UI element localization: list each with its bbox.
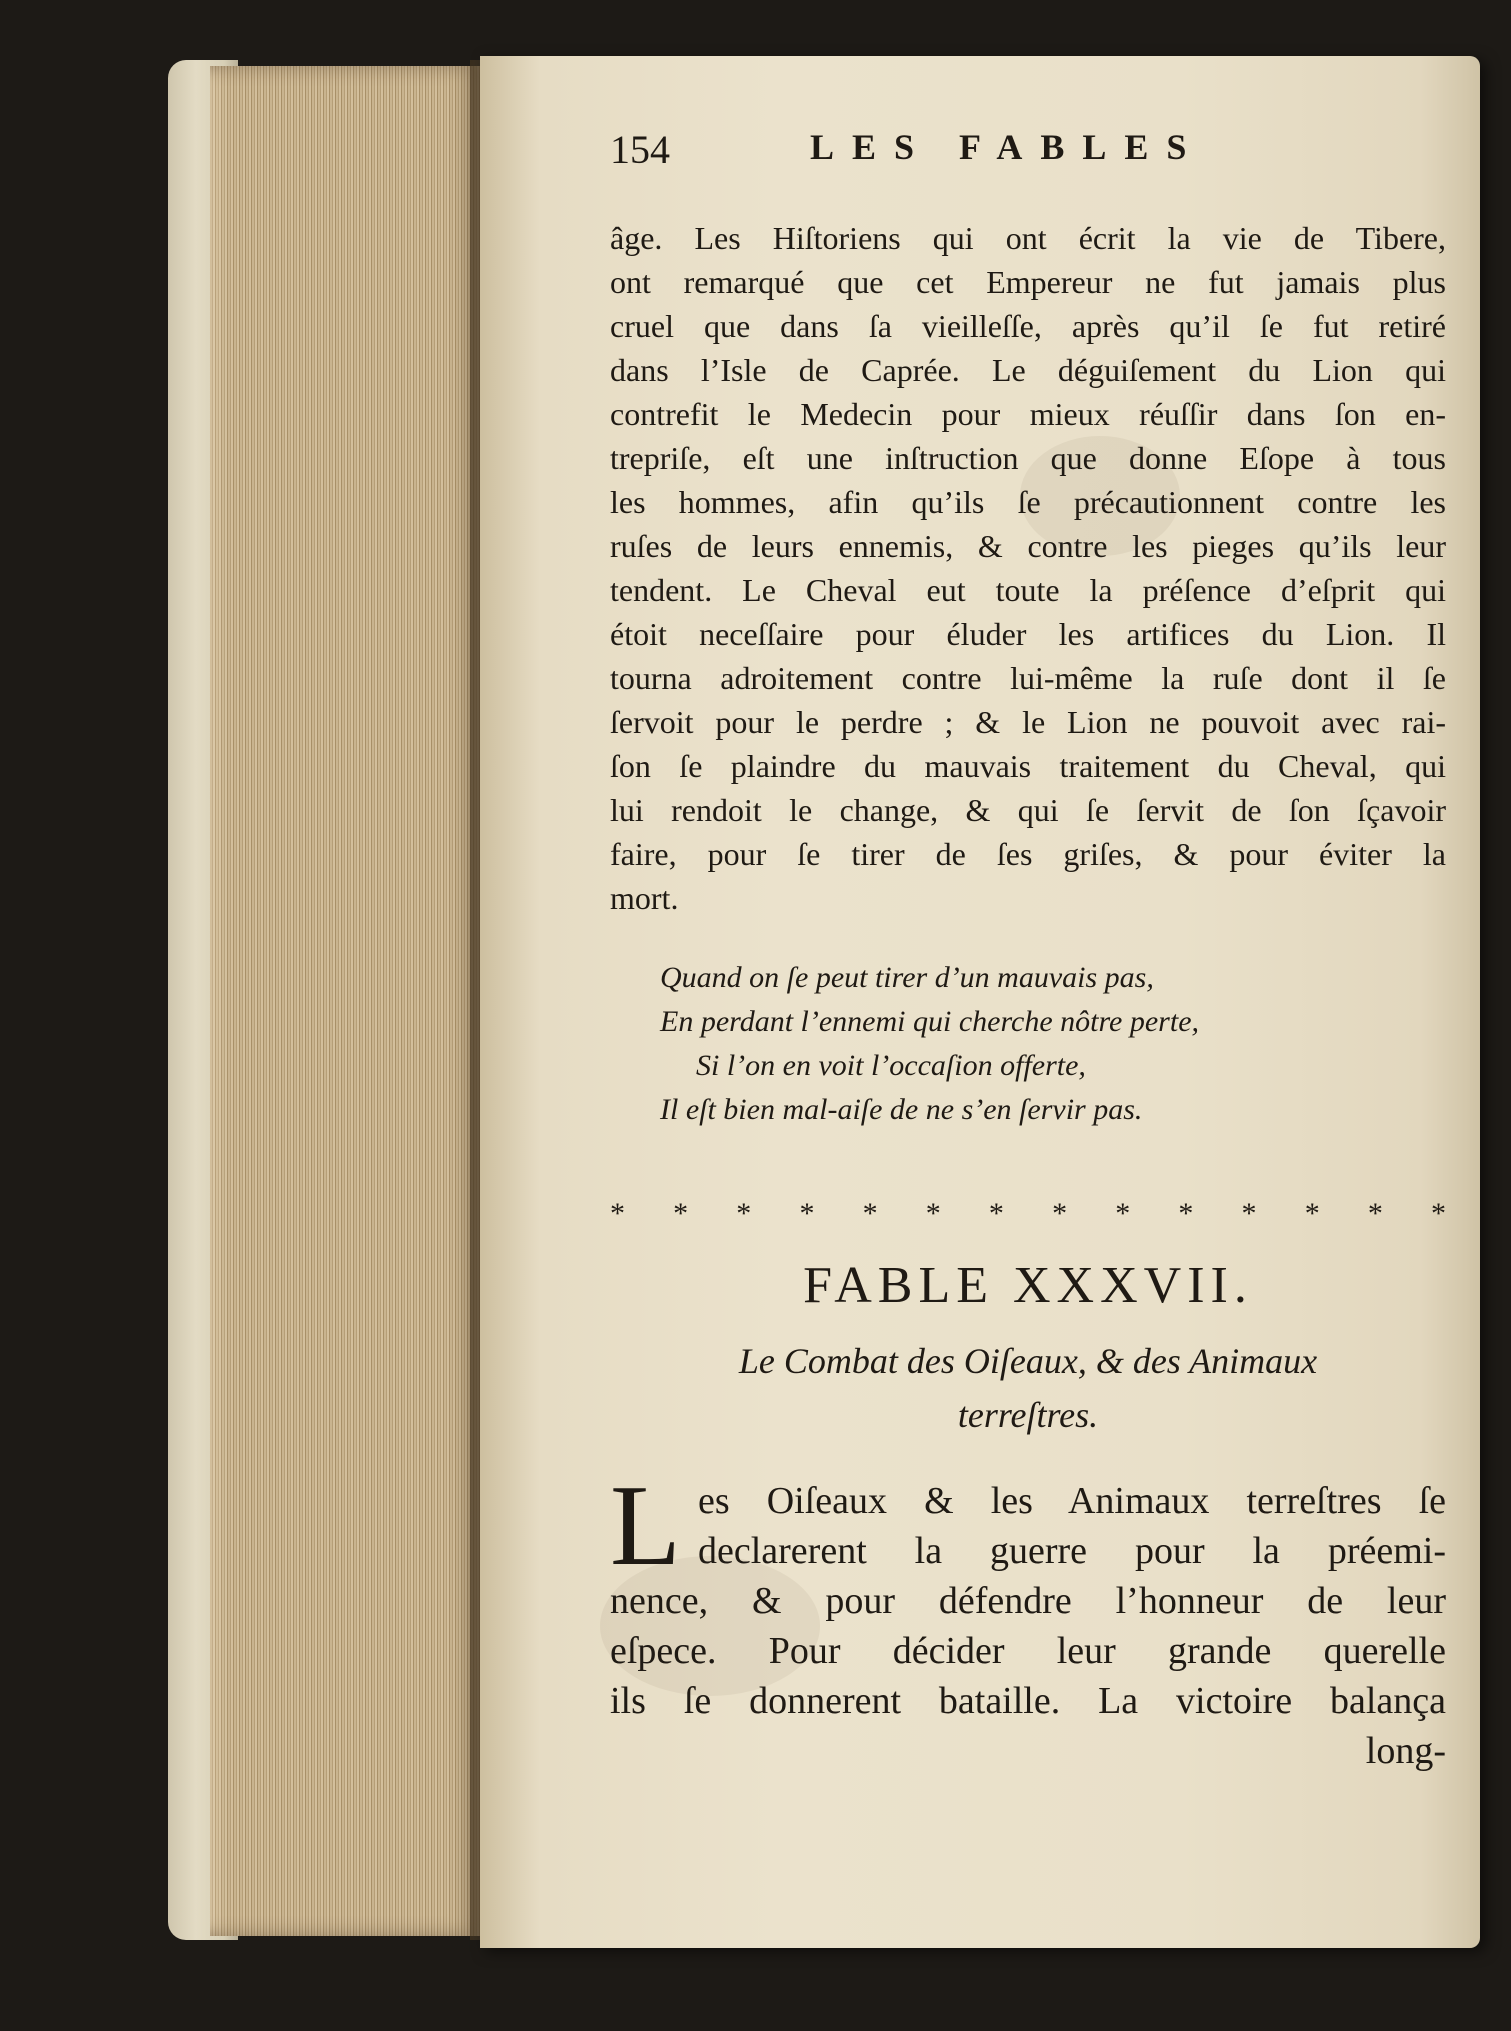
drop-cap: L <box>610 1462 681 1590</box>
text-line: trepriſe, eſt une inſtruction que donne Eſope à tous <box>610 440 1446 476</box>
page-number: 154 <box>610 127 670 172</box>
subtitle-line: terreſtres. <box>957 1395 1099 1435</box>
text-line: tourna adroitement contre lui-même la ruſe dont il ſe <box>610 660 1446 696</box>
text-line: étoit neceſſaire pour éluder les artifices du Lion. Il <box>610 616 1446 652</box>
text-line: faire, pour ſe tirer de ſes griſes, & pour éviter la <box>610 836 1446 872</box>
text-line: eſpece. Pour décider leur grande querelle <box>610 1630 1446 1672</box>
verse-line: Si l’on en voit l’occaſion offerte, <box>696 1049 1086 1082</box>
fable-body <box>610 1462 1446 1772</box>
text-line: declarerent la guerre pour la préemi- <box>698 1530 1446 1572</box>
text-line: lui rendoit le change, & qui ſe ſervit de ſon ſçavoir <box>610 792 1446 828</box>
text-line: es Oiſeaux & les Animaux terreſtres ſe <box>698 1480 1446 1522</box>
text-line: ſon ſe plaindre du mauvais traitement du Cheval, qui <box>610 748 1446 784</box>
fable-title: FABLE XXXVII. <box>803 1257 1253 1314</box>
asterisk-ornament-rule: * * * * * * * * * * * * * * <box>610 1197 1446 1230</box>
verse-line: Quand on ſe peut tirer d’un mauvais pas, <box>660 961 1154 994</box>
text-line: mort. <box>610 880 679 916</box>
prose-block <box>610 216 1446 920</box>
running-head <box>610 126 1440 186</box>
text-line: cruel que dans ſa vieilleſſe, après qu’il ſe fut retiré <box>610 308 1446 344</box>
text-line: ſervoit pour le perdre ; & le Lion ne pouvoit avec rai- <box>610 704 1446 740</box>
text-line: les hommes, afin qu’ils ſe précautionnent contre les <box>610 484 1446 520</box>
verse-line: Il eſt bien mal-aiſe de ne s’en ſervir pas. <box>660 1093 1143 1126</box>
verse-line: En perdant l’ennemi qui cherche nôtre perte, <box>660 1005 1200 1038</box>
verse-moral <box>660 956 1400 1132</box>
text-line: ruſes de leurs ennemis, & contre les pieges qu’ils leur <box>610 528 1446 564</box>
text-line: âge. Les Hiſtoriens qui ont écrit la vie de Tibere, <box>610 220 1446 256</box>
text-line: nence, & pour défendre l’honneur de leur <box>610 1580 1446 1622</box>
book-page <box>480 56 1480 1948</box>
text-line: ont remarqué que cet Empereur ne fut jamais plus <box>610 264 1446 300</box>
catchword: long- <box>1365 1730 1446 1772</box>
page-block-edge <box>210 66 482 1936</box>
text-line: contrefit le Medecin pour mieux réuſſir dans ſon en- <box>610 396 1446 432</box>
subtitle-line: Le Combat des Oiſeaux, & des Animaux <box>738 1341 1318 1381</box>
running-title: LES FABLES <box>810 127 1205 167</box>
text-line: dans l’Isle de Caprée. Le déguiſement du Lion qui <box>610 352 1446 388</box>
text-line: ils ſe donnerent bataille. La victoire balança <box>610 1680 1446 1722</box>
text-line: tendent. Le Cheval eut toute la préſence d’eſprit qui <box>610 572 1446 608</box>
fable-subtitle <box>610 1334 1446 1442</box>
